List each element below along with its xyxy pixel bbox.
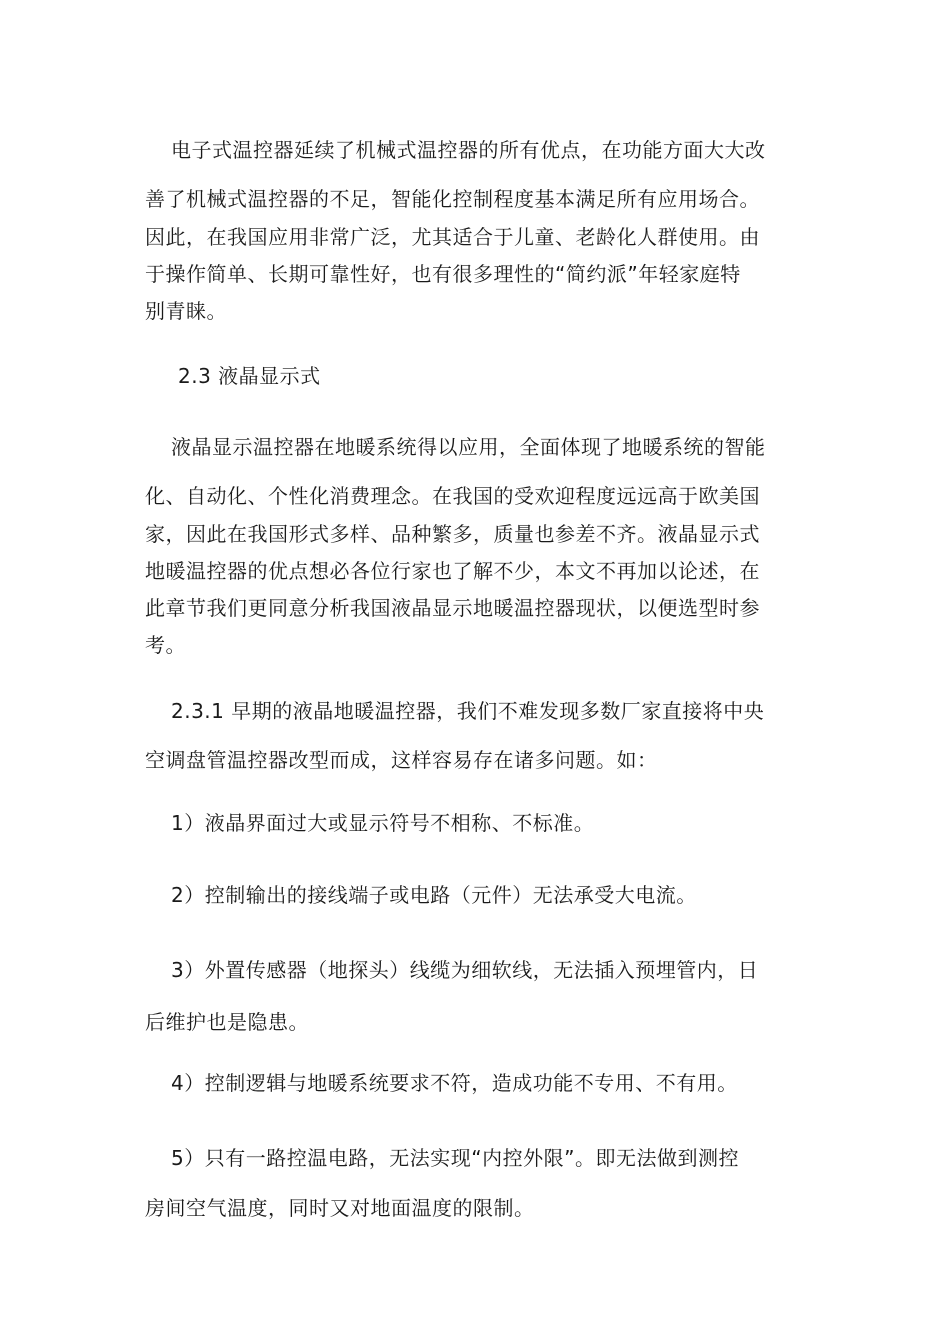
- list-item-3-line-1: 3）外置传感器（地探头）线缆为细软线，无法插入预埋管内，日: [171, 958, 759, 982]
- paragraph-3-line-1: 2.3.1 早期的液晶地暖温控器，我们不难发现多数厂家直接将中央: [171, 699, 765, 723]
- paragraph-1-line-5: 别青睐。: [145, 299, 227, 323]
- paragraph-3-line-2: 空调盘管温控器改型而成，这样容易存在诸多问题。如：: [145, 748, 658, 772]
- paragraph-2-line-5: 此章节我们更同意分析我国液晶显示地暖温控器现状，以便选型时参: [145, 596, 760, 620]
- paragraph-2-line-6: 考。: [145, 633, 186, 657]
- list-item-5-line-1: 5）只有一路控温电路，无法实现“内控外限”。即无法做到测控: [171, 1146, 739, 1170]
- list-item-4: 4）控制逻辑与地暖系统要求不符，造成功能不专用、不有用。: [171, 1071, 738, 1095]
- list-item-3-line-2: 后维护也是隐患。: [145, 1010, 309, 1034]
- list-item-5-line-2: 房间空气温度，同时又对地面温度的限制。: [145, 1196, 535, 1220]
- list-item-2: 2）控制输出的接线端子或电路（元件）无法承受大电流。: [171, 883, 697, 907]
- list-item-1: 1）液晶界面过大或显示符号不相称、不标准。: [171, 811, 595, 835]
- paragraph-1-line-3: 因此，在我国应用非常广泛，尤其适合于儿童、老龄化人群使用。由: [145, 225, 760, 249]
- paragraph-1-line-1: 电子式温控器延续了机械式温控器的所有优点，在功能方面大大改: [171, 138, 766, 162]
- paragraph-2-line-1: 液晶显示温控器在地暖系统得以应用，全面体现了地暖系统的智能: [171, 435, 766, 459]
- paragraph-1-line-4: 于操作简单、长期可靠性好，也有很多理性的“简约派”年轻家庭特: [145, 262, 741, 286]
- paragraph-2-line-4: 地暖温控器的优点想必各位行家也了解不少，本文不再加以论述，在: [145, 559, 760, 583]
- paragraph-1-line-2: 善了机械式温控器的不足，智能化控制程度基本满足所有应用场合。: [145, 187, 760, 211]
- section-heading-2-3: 2.3 液晶显示式: [178, 364, 321, 388]
- paragraph-2-line-3: 家，因此在我国形式多样、品种繁多，质量也参差不齐。液晶显示式: [145, 522, 760, 546]
- paragraph-2-line-2: 化、自动化、个性化消费理念。在我国的受欢迎程度远远高于欧美国: [145, 484, 760, 508]
